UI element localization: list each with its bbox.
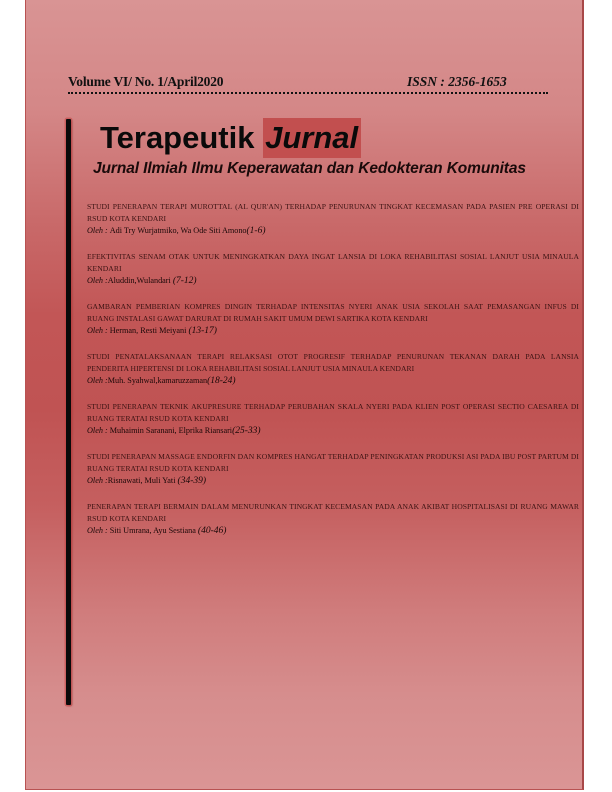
article-authors: Muh. Syahwal,kamaruzzaman [107,376,208,385]
journal-title-main: Terapeutik [100,120,264,155]
article-authors: Adi Try Wurjatmiko, Wa Ode Siti Amono [109,226,247,235]
article-byline [87,225,579,237]
cover-header [68,74,548,90]
journal-title-highlight: Jurnal [263,118,361,158]
article-authors: Herman, Resti Meiyani [109,326,189,335]
article-pages: (7-12) [172,276,197,286]
article-entry [87,301,579,338]
oleh-label: Oleh : [87,526,110,535]
oleh-label: Oleh : [87,426,110,435]
oleh-label: Oleh : [87,276,108,285]
journal-title [100,118,361,158]
oleh-label: Oleh : [87,326,110,335]
article-title: EFEKTIVITAS SENAM OTAK UNTUK MENINGKATKAN DAYA INGAT LANSIA DI LOKA REHABILITASI SOSIAL LANJUT USIA MINAULA KENDARI [87,252,579,273]
oleh-label: Oleh : [87,226,110,235]
article-authors: Aluddin,Wulandari [107,276,173,285]
article-pages: (25-33) [232,426,261,436]
article-entry [87,451,579,488]
journal-subtitle: Jurnal Ilmiah Ilmu Keperawatan dan Kedokteran Komunitas [93,160,526,177]
oleh-label: Oleh : [87,476,108,485]
volume-issue-label: Volume VI/ No. 1/April2020 [68,74,224,89]
article-entry [87,201,579,238]
article-authors: Siti Umrana, Ayu Sestiana [109,526,198,535]
issn-label: ISSN : 2356-1653 [407,74,507,89]
article-title: STUDI PENATALAKSANAAN TERAPI RELAKSASI OTOT PROGRESIF TERHADAP PENURUNAN TEKANAN DARAH PADA LANSIA PENDERITA HIPERTENSI DI LOKA REHABILITASI SOSIAL LANJUT USIA MINAULA KENDARI [87,352,579,373]
article-pages: (13-17) [188,326,217,336]
article-byline [87,475,579,487]
header-dotted-divider [68,92,548,94]
article-title: GAMBARAN PEMBERIAN KOMPRES DINGIN TERHADAP INTENSITAS NYERI ANAK USIA SEKOLAH SAAT PEMASANGAN INFUS DI RUANG INSTALASI GAWAT DARURAT DI RUMAH SAKIT UMUM DEWI SARTIKA KOTA KENDARI [87,302,579,323]
article-title: PENERAPAN TERAPI BERMAIN DALAM MENURUNKAN TINGKAT KECEMASAN PADA ANAK AKIBAT HOSPITALISASI DI RUANG MAWAR RSUD KOTA KENDARI [87,502,579,523]
article-byline [87,325,579,337]
article-entry [87,351,579,388]
article-authors: Muhaimin Saranani, Elprika Riansari [109,426,233,435]
article-pages: (1-6) [246,226,266,236]
article-entry [87,401,579,438]
article-byline [87,275,579,287]
table-of-contents [87,201,579,551]
article-entry [87,501,579,538]
article-title: STUDI PENERAPAN MASSAGE ENDORFIN DAN KOMPRES HANGAT TERHADAP PENINGKATAN PRODUKSI ASI PADA IBU POST PARTUM DI RUANG TERATAI RSUD KOTA KENDARI [87,452,579,473]
article-pages: (34-39) [177,476,207,486]
article-authors: Risnawati, Muli Yati [107,476,178,485]
decorative-vertical-bar [66,119,71,705]
article-pages: (18-24) [207,376,236,386]
article-entry [87,251,579,288]
oleh-label: Oleh : [87,376,108,385]
article-title: STUDI PENERAPAN TEKNIK AKUPRESURE TERHADAP PERUBAHAN SKALA NYERI PADA KLIEN POST OPERASI SECTIO CAESAREA DI RUANG TERATAI RSUD KOTA KENDARI [87,402,579,423]
article-pages: (40-46) [197,526,227,536]
article-byline [87,375,579,387]
article-title: STUDI PENERAPAN TERAPI MUROTTAL (AL QUR'AN) TERHADAP PENURUNAN TINGKAT KECEMASAN PADA PASIEN PRE OPERASI DI RSUD KOTA KENDARI [87,202,579,223]
article-byline [87,525,579,537]
article-byline [87,425,579,437]
